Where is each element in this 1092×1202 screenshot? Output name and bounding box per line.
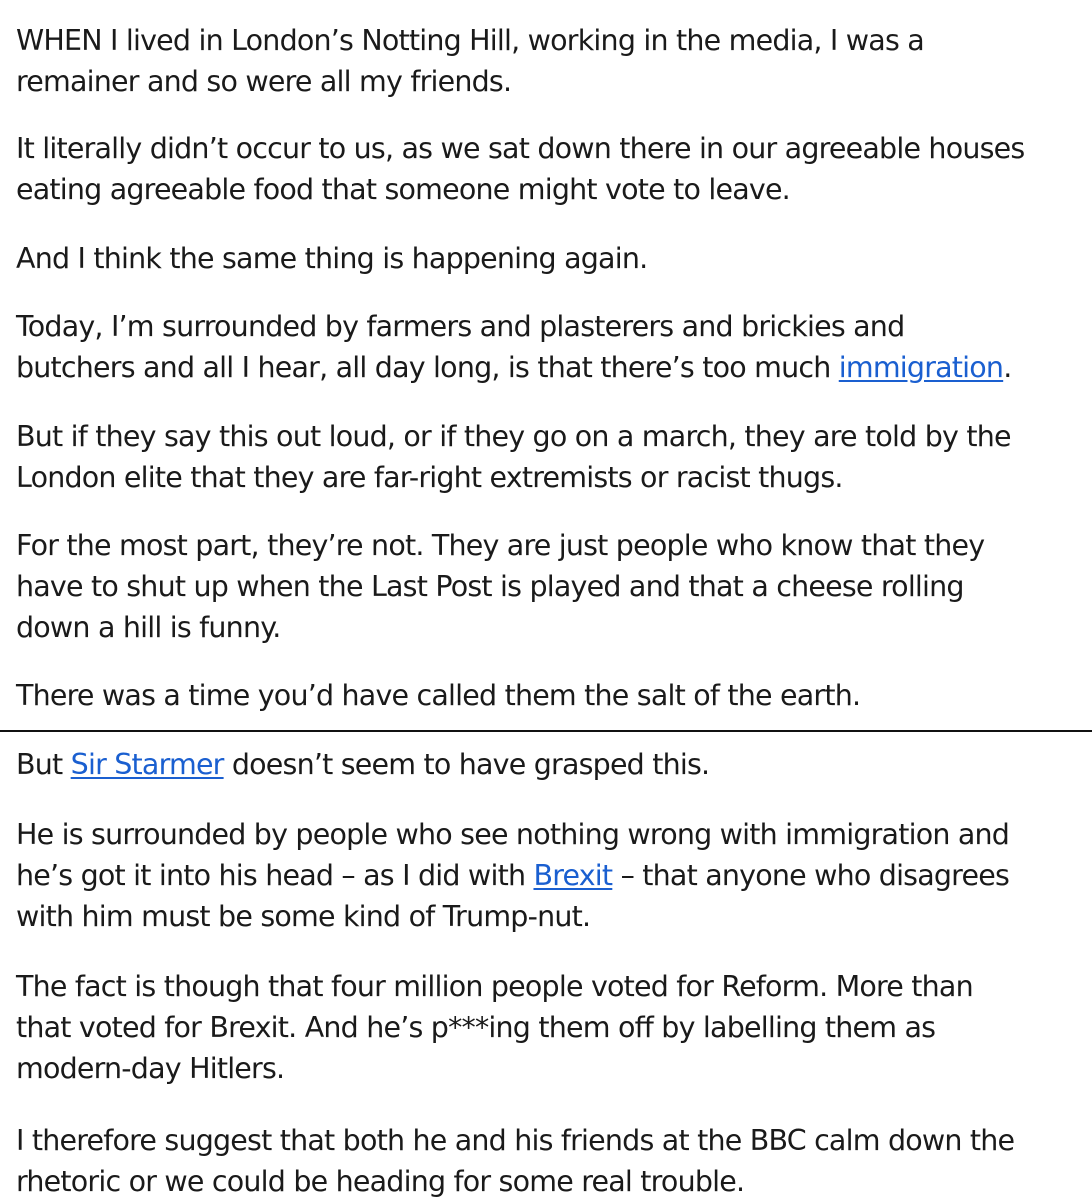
- paragraph-4-line-2: [16, 347, 1082, 388]
- paragraph-10-line-1: The fact is though that four million people voted for Reform. More than: [16, 970, 973, 1003]
- paragraph-5-line-2: London elite that they are far-right extremists or racist thugs.: [16, 461, 843, 494]
- paragraph-6-line-3: down a hill is funny.: [16, 611, 281, 644]
- paragraph-10-line-2: that voted for Brexit. And he’s p***ing them off by labelling them as: [16, 1011, 936, 1044]
- paragraph-7-line-1: There was a time you’d have called them the salt of the earth.: [16, 679, 861, 712]
- paragraph-5-line-1: But if they say this out loud, or if they go on a march, they are told by the: [16, 420, 1011, 453]
- paragraph-8-line-1: [16, 744, 1082, 785]
- paragraph-3: [16, 238, 1082, 279]
- paragraph-1: [16, 20, 1082, 102]
- paragraph-9-line-2-end: – that anyone who disagrees: [612, 859, 1009, 892]
- paragraph-1-line-2: remainer and so were all my friends.: [16, 65, 512, 98]
- paragraph-9-line-2-text: he’s got it into his head – as I did with: [16, 859, 534, 892]
- paragraph-11-line-2: rhetoric or we could be heading for some real trouble.: [16, 1165, 745, 1198]
- paragraph-4-line-2-text: butchers and all I hear, all day long, is that there’s too much: [16, 351, 839, 384]
- paragraph-3-line-1: And I think the same thing is happening again.: [16, 242, 648, 275]
- paragraph-10: [16, 966, 1082, 1089]
- paragraph-8-start: But: [16, 748, 71, 781]
- paragraph-11-line-1: I therefore suggest that both he and his friends at the BBC calm down the: [16, 1124, 1015, 1157]
- paragraph-2-line-2: eating agreeable food that someone might vote to leave.: [16, 173, 790, 206]
- paragraph-2-line-1: It literally didn’t occur to us, as we sat down there in our agreeable houses: [16, 132, 1025, 165]
- paragraph-9-line-3: with him must be some kind of Trump-nut.: [16, 900, 591, 933]
- paragraph-1-line-1: WHEN I lived in London’s Notting Hill, working in the media, I was a: [16, 24, 924, 57]
- paragraph-6-line-2: have to shut up when the Last Post is played and that a cheese rolling: [16, 570, 964, 603]
- paragraph-9-line-1: He is surrounded by people who see nothing wrong with immigration and: [16, 818, 1010, 851]
- paragraph-9: [16, 814, 1082, 937]
- paragraph-5: [16, 416, 1082, 498]
- paragraph-4: [16, 306, 1082, 388]
- paragraph-8-end: doesn’t seem to have grasped this.: [223, 748, 710, 781]
- brexit-link[interactable]: Brexit: [533, 859, 613, 892]
- paragraph-6-line-1: For the most part, they’re not. They are just people who know that they: [16, 529, 985, 562]
- paragraph-2: [16, 128, 1082, 210]
- sir-starmer-link[interactable]: Sir Starmer: [70, 748, 224, 781]
- paragraph-7: [16, 675, 1082, 716]
- paragraph-4-line-1: Today, I’m surrounded by farmers and plasterers and brickies and: [16, 310, 905, 343]
- paragraph-10-line-3: modern-day Hitlers.: [16, 1052, 285, 1085]
- paragraph-4-line-2-end: .: [1003, 351, 1012, 384]
- article-excerpt-bottom: [0, 732, 1092, 1200]
- paragraph-8: [16, 744, 1082, 785]
- paragraph-11: [16, 1120, 1082, 1202]
- paragraph-6: [16, 525, 1082, 648]
- paragraph-9-line-2: [16, 855, 1082, 896]
- immigration-link[interactable]: immigration: [838, 351, 1004, 384]
